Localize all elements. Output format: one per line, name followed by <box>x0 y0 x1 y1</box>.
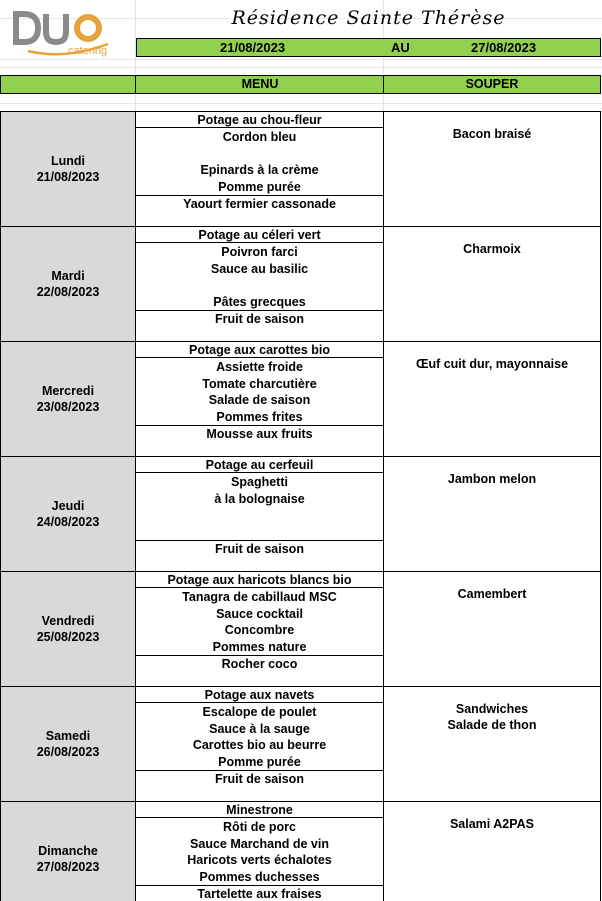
dessert-item: Rocher coco <box>136 655 383 671</box>
souper-cell <box>383 456 601 572</box>
dessert-item: Mousse aux fruits <box>136 425 383 441</box>
day-name: Lundi <box>50 154 85 168</box>
duo-catering-logo <box>10 8 120 60</box>
menu-column-header: MENU <box>241 77 279 91</box>
menu-item: Poivron farci <box>221 245 298 259</box>
date-range-bar <box>136 38 601 57</box>
menu-item <box>136 146 383 162</box>
souper-item: Camembert <box>457 587 527 601</box>
menu-item: Pommes frites <box>216 410 303 424</box>
menu-cell <box>135 226 384 342</box>
menu-item: Salade de saison <box>208 393 311 407</box>
day-row-mardi <box>0 226 601 342</box>
day-name: Mardi <box>51 269 85 283</box>
menu-item <box>136 277 383 293</box>
day-name: Jeudi <box>51 499 85 513</box>
day-name: Vendredi <box>41 614 95 628</box>
day-name: Mercredi <box>41 384 95 398</box>
menu-item: Assiette froide <box>216 360 303 374</box>
souper-cell <box>383 571 601 687</box>
day-cell <box>0 226 136 342</box>
souper-column-header: SOUPER <box>465 77 519 91</box>
day-cell <box>0 801 136 901</box>
menu-item <box>136 524 383 540</box>
souper-item: Bacon braisé <box>452 127 532 141</box>
dessert-item: Yaourt fermier cassonade <box>136 195 383 211</box>
day-row-mercredi <box>0 341 601 457</box>
soup-item: Potage aux carottes bio <box>136 342 383 358</box>
soup-item: Potage au cerfeuil <box>136 457 383 473</box>
menu-cell <box>135 111 384 227</box>
menu-item <box>136 507 383 523</box>
menu-item: Pomme purée <box>218 180 301 194</box>
day-name: Samedi <box>45 729 91 743</box>
souper-item: Sandwiches <box>455 702 529 716</box>
menu-item: Spaghetti <box>231 475 288 489</box>
menu-item: Pommes nature <box>212 640 307 654</box>
souper-cell <box>383 226 601 342</box>
dessert-item: Fruit de saison <box>136 770 383 786</box>
date-from: 21/08/2023 <box>220 40 286 55</box>
gridline <box>0 103 602 104</box>
menu-cell <box>135 456 384 572</box>
day-date: 27/08/2023 <box>36 860 100 874</box>
menu-cell <box>135 341 384 457</box>
menu-item: Sauce cocktail <box>216 607 303 621</box>
menu-item: Sauce Marchand de vin <box>190 837 329 851</box>
souper-item: Jambon melon <box>447 472 537 486</box>
day-row-dimanche <box>0 801 601 901</box>
menu-item: Haricots verts échalotes <box>187 853 332 867</box>
menu-item: Pâtes grecques <box>213 295 306 309</box>
menu-item: Tanagra de cabillaud MSC <box>182 590 337 604</box>
dessert-item: Tartelette aux fraises <box>136 885 383 901</box>
menu-item: Pomme purée <box>218 755 301 769</box>
menu-item: Sauce au basilic <box>210 262 309 276</box>
day-date: 26/08/2023 <box>36 745 100 759</box>
souper-cell <box>383 341 601 457</box>
soup-item: Minestrone <box>136 802 383 818</box>
menu-cell <box>135 571 384 687</box>
day-cell <box>0 571 136 687</box>
souper-item: Salade de thon <box>447 718 537 732</box>
day-date: 23/08/2023 <box>36 400 100 414</box>
soup-item: Potage aux haricots blancs bio <box>136 572 383 588</box>
menu-item: Carottes bio au beurre <box>192 738 327 752</box>
day-cell <box>0 111 136 227</box>
day-date: 21/08/2023 <box>36 170 100 184</box>
soup-item: Potage au céleri vert <box>136 227 383 243</box>
day-row-jeudi <box>0 456 601 572</box>
gridline <box>0 67 602 68</box>
menu-item: Escalope de poulet <box>202 705 317 719</box>
day-date: 25/08/2023 <box>36 630 100 644</box>
day-row-lundi <box>0 111 601 227</box>
menu-item: Sauce à la sauge <box>209 722 310 736</box>
day-date: 24/08/2023 <box>36 515 100 529</box>
day-cell <box>0 456 136 572</box>
menu-item: Concombre <box>224 623 295 637</box>
column-header-bar <box>0 75 601 94</box>
menu-cell <box>135 686 384 802</box>
dessert-item: Fruit de saison <box>136 310 383 326</box>
souper-item: Charmoix <box>463 242 521 256</box>
day-row-vendredi <box>0 571 601 687</box>
menu-item: Cordon bleu <box>222 130 297 144</box>
date-to: 27/08/2023 <box>471 40 537 55</box>
day-name: Dimanche <box>38 844 98 858</box>
day-date: 22/08/2023 <box>36 285 100 299</box>
menu-item: Epinards à la crème <box>200 163 319 177</box>
menu-item: Rôti de porc <box>223 820 296 834</box>
dessert-item: Fruit de saison <box>136 540 383 556</box>
souper-item: Œuf cuit dur, mayonnaise <box>415 357 569 371</box>
day-cell <box>0 686 136 802</box>
soup-item: Potage au chou-fleur <box>136 112 383 128</box>
menu-item: Tomate charcutière <box>202 377 317 391</box>
residence-title: Résidence Sainte Thérèse <box>231 7 506 29</box>
menu-item: Pommes duchesses <box>199 870 320 884</box>
logo-subtitle: catering <box>68 45 108 57</box>
date-separator: AU <box>391 40 410 55</box>
souper-cell <box>383 801 601 901</box>
souper-cell <box>383 686 601 802</box>
souper-item: Salami A2PAS <box>449 817 535 831</box>
menu-cell <box>135 801 384 901</box>
day-row-samedi <box>0 686 601 802</box>
soup-item: Potage aux navets <box>136 687 383 703</box>
souper-cell <box>383 111 601 227</box>
menu-item: à la bolognaise <box>214 492 305 506</box>
day-cell <box>0 341 136 457</box>
